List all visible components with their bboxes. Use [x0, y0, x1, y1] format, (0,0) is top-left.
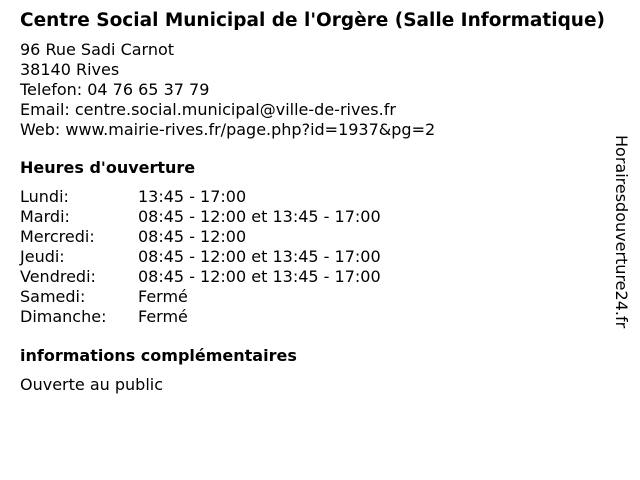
- opening-time: 08:45 - 12:00: [138, 227, 247, 246]
- watermark: [608, 135, 634, 345]
- info-heading: informations complémentaires: [20, 346, 297, 365]
- hours-table: [20, 187, 605, 327]
- opening-time: 08:45 - 12:00 et 13:45 - 17:00: [138, 207, 381, 226]
- city: 38140 Rives: [20, 60, 120, 79]
- page-title: Centre Social Municipal de l'Orgère (Salle Informatique): [20, 10, 605, 31]
- day-label: Vendredi:: [20, 267, 96, 286]
- day-label: Lundi:: [20, 187, 69, 206]
- opening-time: 08:45 - 12:00 et 13:45 - 17:00: [138, 267, 381, 286]
- hours-heading: Heures d'ouverture: [20, 158, 196, 177]
- day-label: Mercredi:: [20, 227, 95, 246]
- info-text: Ouverte au public: [20, 375, 163, 394]
- opening-time: Fermé: [138, 287, 188, 306]
- hours-row-mercredi: [20, 227, 605, 247]
- hours-row-jeudi: [20, 247, 605, 267]
- opening-time: 13:45 - 17:00: [138, 187, 247, 206]
- watermark-text: Horairesdouverture24.fr: [612, 135, 631, 329]
- hours-row-mardi: [20, 207, 605, 227]
- street-address: 96 Rue Sadi Carnot: [20, 40, 175, 59]
- address-block: [20, 40, 605, 140]
- website: Web: www.mairie-rives.fr/page.php?id=1937&pg=2: [20, 120, 436, 139]
- email: Email: centre.social.municipal@ville-de-rives.fr: [20, 100, 396, 119]
- opening-time: Fermé: [138, 307, 188, 326]
- day-label: Jeudi:: [20, 247, 65, 266]
- hours-row-dimanche: [20, 307, 605, 327]
- day-label: Dimanche:: [20, 307, 107, 326]
- phone: Telefon: 04 76 65 37 79: [20, 80, 210, 99]
- business-page: [20, 10, 605, 395]
- day-label: Mardi:: [20, 207, 70, 226]
- hours-row-lundi: [20, 187, 605, 207]
- hours-row-vendredi: [20, 267, 605, 287]
- day-label: Samedi:: [20, 287, 86, 306]
- hours-row-samedi: [20, 287, 605, 307]
- opening-time: 08:45 - 12:00 et 13:45 - 17:00: [138, 247, 381, 266]
